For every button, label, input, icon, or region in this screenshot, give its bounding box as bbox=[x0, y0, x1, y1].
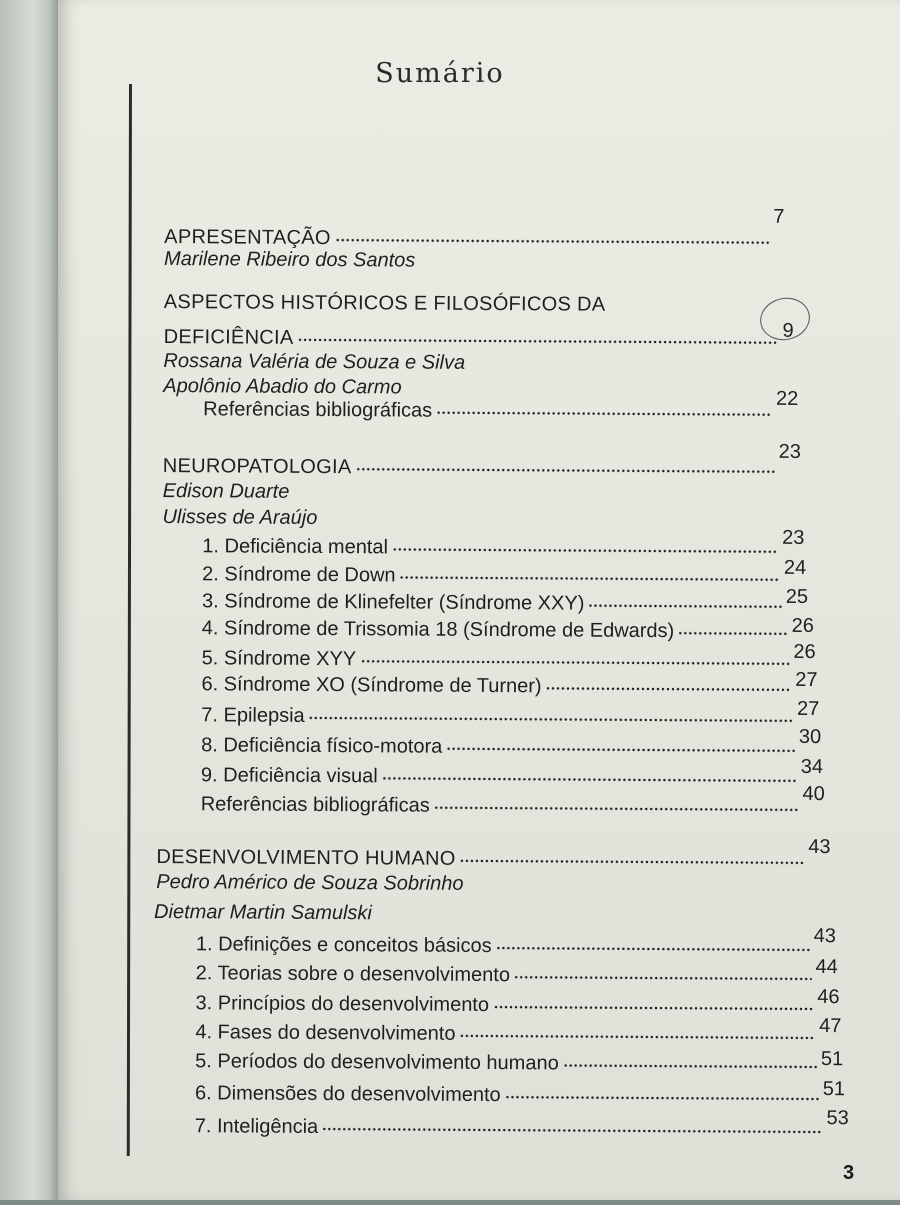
leader-dots bbox=[360, 659, 789, 666]
page-number: 51 bbox=[820, 1048, 844, 1071]
page-number: 40 bbox=[802, 782, 825, 806]
page-number: 23 bbox=[778, 440, 801, 463]
toc-entry-item[interactable] bbox=[201, 640, 816, 674]
leader-dots bbox=[382, 776, 797, 783]
page-title: Sumário bbox=[375, 58, 505, 89]
toc-label: 1. Deficiência mental bbox=[202, 535, 389, 559]
toc-entry-item[interactable] bbox=[195, 1015, 842, 1048]
page-number: 26 bbox=[793, 640, 816, 664]
toc-entry-item[interactable] bbox=[202, 556, 807, 590]
toc-heading: DESENVOLVIMENTO HUMANO bbox=[156, 845, 456, 870]
toc-entry-item[interactable] bbox=[195, 956, 838, 989]
toc-entry-item[interactable] bbox=[201, 614, 814, 644]
page-number: 47 bbox=[819, 1015, 842, 1038]
toc-label: 1. Definições e conceitos básicos bbox=[195, 933, 492, 958]
toc-label: 6. Dimensões do desenvolvimento bbox=[194, 1082, 501, 1107]
leader-dots bbox=[446, 747, 795, 753]
leader-dots bbox=[546, 686, 792, 692]
leader-dots bbox=[400, 575, 780, 581]
page-number: 27 bbox=[797, 697, 820, 721]
toc-label: Referências bibliográficas bbox=[200, 793, 430, 817]
toc-label: 8. Deficiência físico-motora bbox=[201, 734, 443, 758]
page-number: 7 bbox=[773, 205, 785, 228]
toc-heading: APRESENTAÇÃO bbox=[164, 226, 331, 250]
leader-dots bbox=[496, 946, 810, 952]
leader-dots bbox=[563, 1063, 817, 1069]
toc-label: 4. Fases do desenvolvimento bbox=[195, 1021, 456, 1045]
author-name: Pedro Américo de Souza Sobrinho bbox=[156, 870, 464, 895]
toc-entry-item[interactable] bbox=[195, 1050, 843, 1077]
page-number: 46 bbox=[817, 986, 840, 1009]
page-number: 51 bbox=[822, 1078, 846, 1101]
page-number: 25 bbox=[785, 585, 809, 608]
toc-label: 6. Síndrome XO (Síndrome de Turner) bbox=[201, 673, 542, 698]
page-number: 34 bbox=[800, 755, 824, 779]
page-number: 23 bbox=[782, 526, 805, 549]
toc-heading: DEFICIÊNCIA bbox=[163, 326, 294, 349]
toc-label: 3. Síndrome de Klinefelter (Síndrome XXY) bbox=[201, 590, 585, 615]
toc-entry-item[interactable] bbox=[194, 1078, 846, 1109]
leader-dots bbox=[436, 411, 772, 417]
author-name: Rossana Valéria de Souza e Silva bbox=[163, 350, 466, 374]
toc-entry-item[interactable] bbox=[200, 755, 824, 791]
leader-dots bbox=[355, 467, 774, 474]
leader-dots bbox=[514, 975, 812, 981]
leader-dots bbox=[335, 238, 769, 245]
page-number: 44 bbox=[815, 956, 838, 979]
leader-dots bbox=[434, 806, 799, 812]
toc-label: 9. Deficiência visual bbox=[200, 764, 378, 788]
page-number: 30 bbox=[798, 725, 822, 749]
toc-entry-item[interactable] bbox=[200, 782, 825, 820]
leader-dots bbox=[460, 859, 805, 865]
toc-entry-references[interactable] bbox=[203, 387, 799, 425]
leader-dots bbox=[588, 604, 781, 609]
page-number: 9 bbox=[782, 319, 794, 342]
page-number: 43 bbox=[813, 924, 837, 948]
toc-entry-item[interactable] bbox=[195, 986, 840, 1019]
leader-dots bbox=[678, 631, 787, 636]
leader-dots bbox=[309, 716, 793, 723]
leader-dots bbox=[459, 1034, 815, 1040]
page-number: 26 bbox=[791, 614, 814, 637]
toc-heading: NEUROPATOLOGIA bbox=[162, 455, 352, 479]
toc-label: 3. Princípios do desenvolvimento bbox=[195, 992, 490, 1017]
toc-label: 5. Períodos do desenvolvimento humano bbox=[195, 1050, 559, 1075]
toc-entry-item[interactable] bbox=[202, 526, 805, 562]
author-name: Dietmar Martin Samulski bbox=[154, 900, 372, 925]
toc-label: 7. Epilepsia bbox=[201, 704, 305, 727]
toc-entry-item[interactable] bbox=[201, 725, 822, 761]
toc-entry-item[interactable] bbox=[201, 585, 809, 617]
page-number: 27 bbox=[795, 668, 818, 692]
toc-entry-item[interactable] bbox=[194, 1107, 849, 1142]
author-name: Edison Duarte bbox=[162, 480, 290, 503]
author-name: Ulisses de Araújo bbox=[162, 506, 318, 529]
toc-heading: ASPECTOS HISTÓRICOS E FILOSÓFICOS DA bbox=[163, 291, 606, 316]
page-number: 43 bbox=[808, 835, 831, 859]
toc-label: 7. Inteligência bbox=[194, 1115, 319, 1138]
toc-entry-aspectos[interactable] bbox=[163, 319, 794, 353]
leader-dots bbox=[392, 547, 778, 553]
toc-entry-item[interactable] bbox=[201, 697, 820, 731]
toc-label: Referências bibliográficas bbox=[203, 398, 433, 422]
toc-entry-item[interactable] bbox=[201, 668, 818, 700]
leader-dots bbox=[322, 1127, 822, 1134]
leader-dots bbox=[298, 338, 779, 345]
leader-dots bbox=[505, 1095, 819, 1101]
author-name: Apolônio Abadio do Carmo bbox=[163, 375, 402, 399]
toc-entry-neuropatologia[interactable] bbox=[162, 440, 801, 482]
page-number: 22 bbox=[775, 387, 799, 410]
page-number: 53 bbox=[826, 1107, 849, 1130]
toc-label: 5. Síndrome XYY bbox=[201, 647, 357, 671]
page-folio-number: 3 bbox=[843, 1162, 855, 1184]
toc-label: 2. Síndrome de Down bbox=[202, 563, 396, 587]
author-name: Marilene Ribeiro dos Santos bbox=[164, 248, 416, 272]
leader-dots bbox=[493, 1005, 813, 1011]
toc-label: 4. Síndrome de Trissomia 18 (Síndrome de Edwards) bbox=[201, 617, 675, 643]
toc-entry-item[interactable] bbox=[195, 924, 837, 960]
toc-label: 2. Teorias sobre o desenvolvimento bbox=[195, 962, 511, 987]
page-number: 24 bbox=[783, 556, 807, 579]
toc-entry-desenvolvimento[interactable] bbox=[156, 835, 831, 873]
